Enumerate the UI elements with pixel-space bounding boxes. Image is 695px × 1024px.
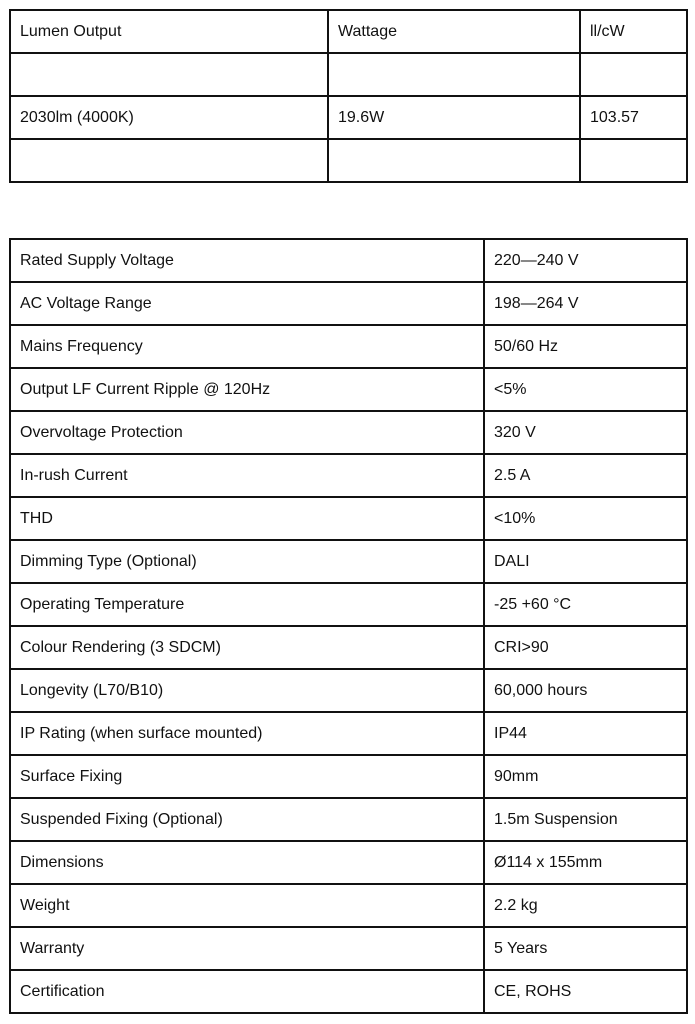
table-row — [10, 970, 687, 1013]
table-cell — [580, 139, 687, 182]
table-cell — [10, 53, 328, 96]
table-row — [10, 10, 687, 53]
table-row — [10, 368, 687, 411]
table-row — [10, 139, 687, 182]
table-cell: 220—240 V — [484, 239, 687, 282]
table-cell: 1.5m Suspension — [484, 798, 687, 841]
table-cell: 50/60 Hz — [484, 325, 687, 368]
table-row — [10, 884, 687, 927]
table-row — [10, 239, 687, 282]
table-cell: Weight — [10, 884, 484, 927]
table-cell: <10% — [484, 497, 687, 540]
table-cell: Operating Temperature — [10, 583, 484, 626]
lumen-table-body — [10, 10, 687, 182]
table-cell: CRI>90 — [484, 626, 687, 669]
table-cell: Longevity (L70/B10) — [10, 669, 484, 712]
table-cell: ll/cW — [580, 10, 687, 53]
table-row — [10, 96, 687, 139]
table-cell: Wattage — [328, 10, 580, 53]
table-row — [10, 53, 687, 96]
table-cell: Output LF Current Ripple @ 120Hz — [10, 368, 484, 411]
table-cell: 19.6W — [328, 96, 580, 139]
table-row — [10, 497, 687, 540]
table-cell: In-rush Current — [10, 454, 484, 497]
table-cell: 320 V — [484, 411, 687, 454]
table-cell: AC Voltage Range — [10, 282, 484, 325]
table-cell: 2030lm (4000K) — [10, 96, 328, 139]
table-cell: 103.57 — [580, 96, 687, 139]
specifications-table-body — [10, 239, 687, 1013]
table-cell: DALI — [484, 540, 687, 583]
table-cell: 2.5 A — [484, 454, 687, 497]
lumen-output-table — [9, 9, 688, 183]
table-row — [10, 841, 687, 884]
table-row — [10, 927, 687, 970]
table-cell: IP44 — [484, 712, 687, 755]
table-cell: Certification — [10, 970, 484, 1013]
table-row — [10, 454, 687, 497]
table-cell: Surface Fixing — [10, 755, 484, 798]
table-cell: Suspended Fixing (Optional) — [10, 798, 484, 841]
table-row — [10, 712, 687, 755]
table-row — [10, 325, 687, 368]
table-row — [10, 411, 687, 454]
table-cell: Warranty — [10, 927, 484, 970]
table-cell: THD — [10, 497, 484, 540]
table-cell — [328, 139, 580, 182]
table-cell: Dimensions — [10, 841, 484, 884]
table-cell: 198—264 V — [484, 282, 687, 325]
table-row — [10, 540, 687, 583]
table-cell: Ø114 x 155mm — [484, 841, 687, 884]
table-cell: 2.2 kg — [484, 884, 687, 927]
table-cell — [580, 53, 687, 96]
table-row — [10, 583, 687, 626]
table-cell: Overvoltage Protection — [10, 411, 484, 454]
table-cell: Mains Frequency — [10, 325, 484, 368]
table-cell: IP Rating (when surface mounted) — [10, 712, 484, 755]
table-cell — [10, 139, 328, 182]
table-cell: -25 +60 °C — [484, 583, 687, 626]
table-row — [10, 282, 687, 325]
table-cell: Rated Supply Voltage — [10, 239, 484, 282]
table-cell: Colour Rendering (3 SDCM) — [10, 626, 484, 669]
table-cell: 5 Years — [484, 927, 687, 970]
table-cell: 90mm — [484, 755, 687, 798]
table-cell: Lumen Output — [10, 10, 328, 53]
table-cell — [328, 53, 580, 96]
table-cell: Dimming Type (Optional) — [10, 540, 484, 583]
specifications-table — [9, 238, 688, 1014]
table-row — [10, 669, 687, 712]
table-cell: CE, ROHS — [484, 970, 687, 1013]
table-row — [10, 755, 687, 798]
table-cell: <5% — [484, 368, 687, 411]
table-row — [10, 626, 687, 669]
table-cell: 60,000 hours — [484, 669, 687, 712]
table-row — [10, 798, 687, 841]
